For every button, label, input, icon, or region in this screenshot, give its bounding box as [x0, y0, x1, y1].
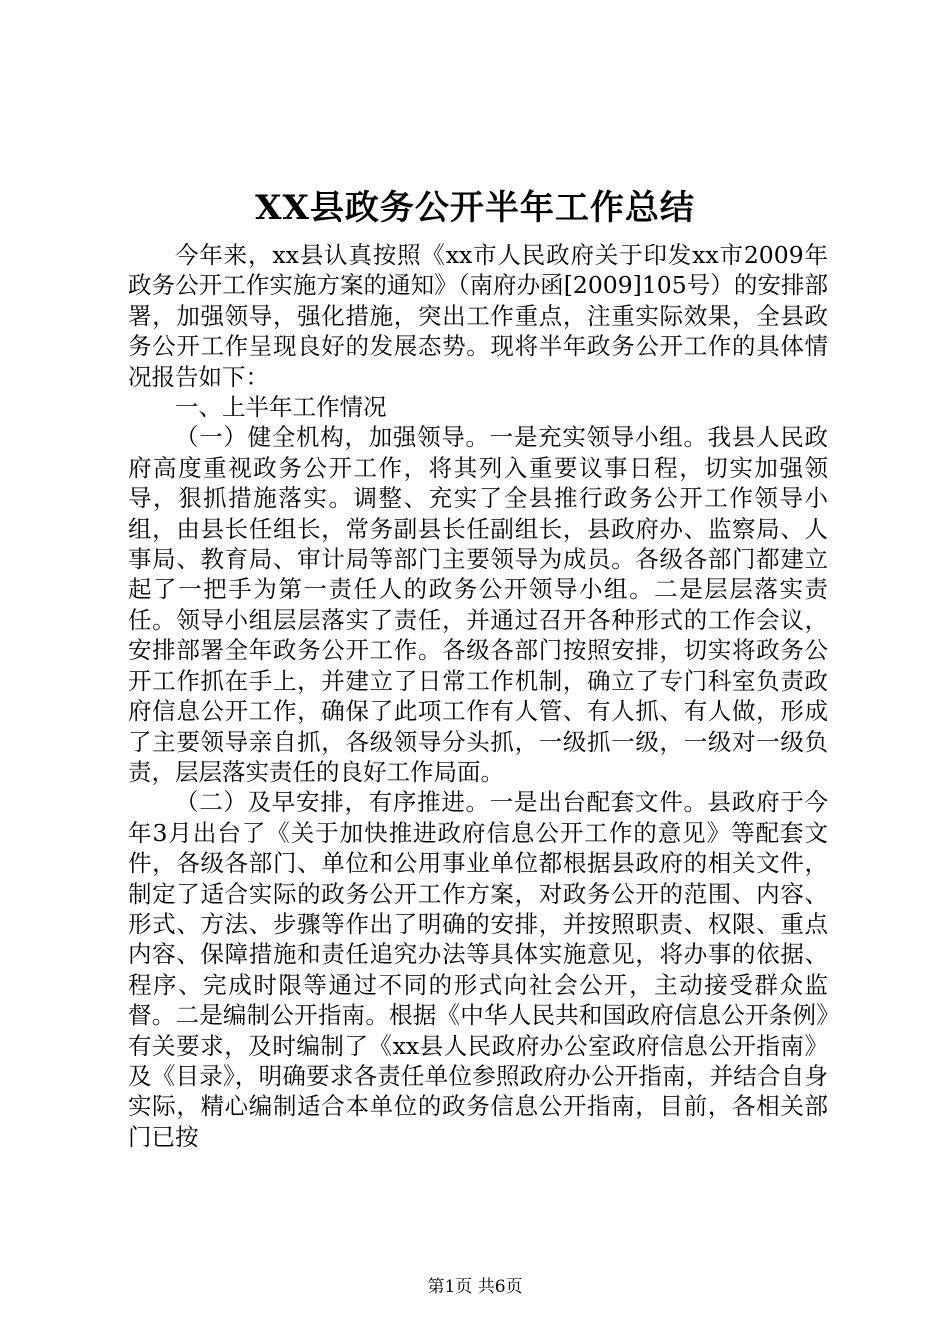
section-paragraph-1: （一）健全机构，加强领导。一是充实领导小组。我县人民政府高度重视政务公开工作，将其列入重要议事日程，切实加强领导，狠抓措施落实。调整、充实了全县推行政务公开工作领导小组，由县长任组长，常务副县长任副组长，县政府办、监察局、人事局、教育局、审计局等部门主要领导为成员。各级各部门都建立起了一把手为第一责任人的政务公开领导小组。二是层层落实责任。领导小组层层落实了责任，并通过召开各种形式的工作会议，安排部署全年政务公开工作。各级各部门按照安排，切实将政务公开工作抓在手上，并建立了日常工作机制，确立了专门科室负责政府信息公开工作，确保了此项工作有人管、有人抓、有人做，形成了主要领导亲自抓，各级领导分头抓，一级抓一级，一级对一级负责，层层落实责任的良好工作局面。 [128, 423, 828, 786]
page-number-footer: 第1页 共6页 [427, 1277, 523, 1297]
section-paragraph-2: （二）及早安排，有序推进。一是出台配套文件。县政府于今年3月出台了《关于加快推进政府信息公开工作的意见》等配套文件，各级各部门、单位和公用事业单位都根据县政府的相关文件，制定了适合实际的政务公开工作方案，对政务公开的范围、内容、形式、方法、步骤等作出了明确的安排，并按照职责、权限、重点内容、保障措施和责任追究办法等具体实施意见，将办事的依据、程序、完成时限等通过不同的形式向社会公开，主动接受群众监督。二是编制公开指南。根据《中华人民共和国政府信息公开条例》有关要求，及时编制了《xx县人民政府办公室政府信息公开指南》及《目录》，明确要求各责任单位参照政府办公开指南，并结合自身实际，精心编制适合本单位的政务信息公开指南，目前，各相关部门已按 [128, 788, 828, 1151]
intro-paragraph: 今年来，xx县认真按照《xx市人民政府关于印发xx市2009年政务公开工作实施方案的通知》（南府办函[2009]105号）的安排部署，加强领导，强化措施，突出工作重点，注重实际效果，全县政务公开工作呈现良好的发展态势。现将半年政务公开工作的具体情况报告如下： [128, 241, 828, 391]
section-heading: 一、上半年工作情况 [175, 393, 387, 422]
document-body [128, 240, 828, 1152]
document-title: XX县政务公开半年工作总结 [255, 188, 695, 228]
